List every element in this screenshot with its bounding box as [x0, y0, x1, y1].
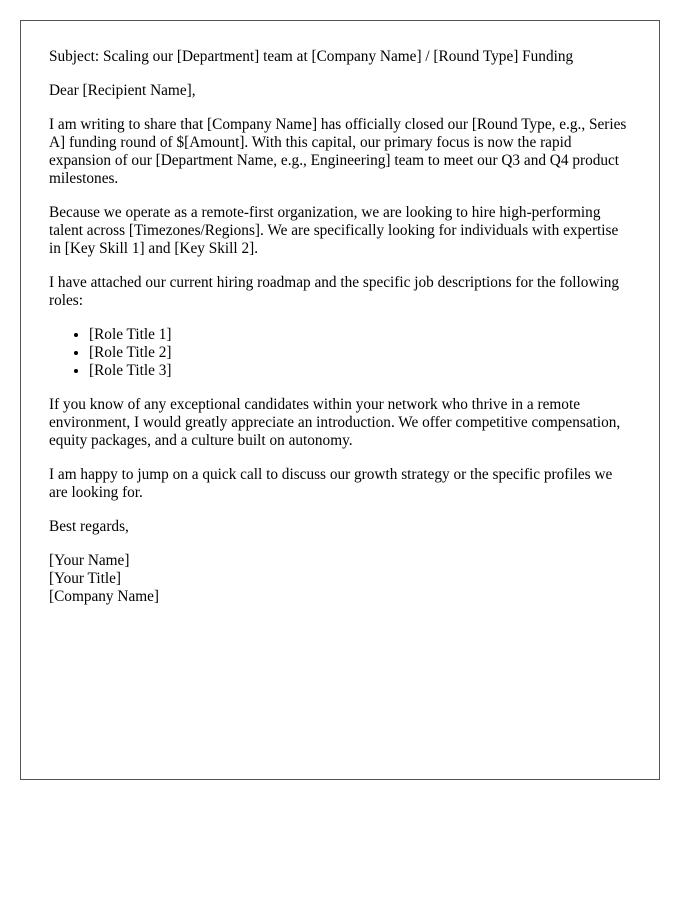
signature-title: [Your Title]: [49, 570, 121, 587]
roles-list: [49, 326, 631, 380]
letter-paragraph-intro: I am writing to share that [Company Name] has officially closed our [Round Type, e.g., Series A] funding round of $[Amount]. With this capital, our primary focus is now the rapid expansion of our [Department Name, e.g., Engineering] team to meet our Q3 and Q4 product milestones.: [49, 116, 627, 187]
letter-paragraph-roadmap: I have attached our current hiring roadmap and the specific job descriptions for the following roles:: [49, 274, 620, 309]
role-item: • [Role Title 2]: [89, 344, 631, 362]
letter-salutation: Dear [Recipient Name],: [49, 82, 196, 99]
letter-paragraph-remote: Because we operate as a remote-first organization, we are looking to hire high-performing talent across [Timezones/Regions]. We are specifically looking for individuals with expertise in [Key Skill 1] and [Key Skill 2].: [49, 204, 619, 257]
signature-company: [Company Name]: [49, 588, 160, 605]
role-item: • [Role Title 1]: [89, 326, 631, 344]
signature-name: [Your Name]: [49, 552, 130, 569]
letter-frame: [20, 20, 660, 780]
signature-block: [49, 552, 631, 606]
letter-paragraph-referral: If you know of any exceptional candidates within your network who thrive in a remote environment, I would greatly appreciate an introduction. We offer competitive compensation, equity packages, and a culture built on autonomy.: [49, 396, 621, 449]
letter-closing: Best regards,: [49, 518, 129, 535]
letter-subject: Subject: Scaling our [Department] team at [Company Name] / [Round Type] Funding: [49, 48, 574, 65]
letter-paragraph-call: I am happy to jump on a quick call to discuss our growth strategy or the specific profiles we are looking for.: [49, 466, 613, 501]
role-item: • [Role Title 3]: [89, 362, 631, 380]
